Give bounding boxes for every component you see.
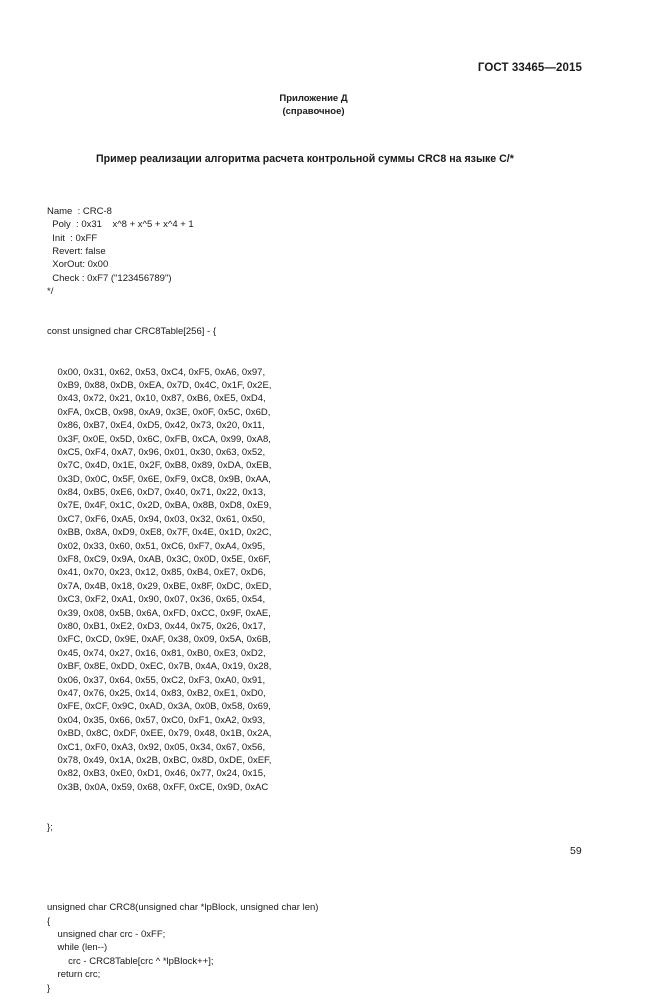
code-listing: [47, 178, 318, 1008]
code-header-block: [47, 205, 318, 299]
table-row: 0x78, 0x49, 0x1A, 0x2B, 0xBC, 0x8D, 0xDE, 0xEF,: [47, 754, 272, 766]
table-row: 0xFA, 0xCB, 0x98, 0xA9, 0x3E, 0x0F, 0x5C, 0x6D,: [47, 406, 271, 418]
table-row: 0x7A, 0x4B, 0x18, 0x29, 0xBE, 0x8F, 0xDC, 0xED,: [47, 580, 272, 592]
table-row: 0xC3, 0xF2, 0xA1, 0x90, 0x07, 0x36, 0x65, 0x54,: [47, 594, 266, 606]
table-row: 0x82, 0xB3, 0xE0, 0xD1, 0x46, 0x77, 0x24, 0x15,: [47, 768, 266, 780]
table-row: 0xC1, 0xF0, 0xA3, 0x92, 0x05, 0x34, 0x67, 0x56,: [47, 741, 266, 753]
table-row: 0x45, 0x74, 0x27, 0x16, 0x81, 0xB0, 0xE3, 0xD2,: [47, 647, 266, 659]
table-row: 0xBF, 0x8E, 0xDD, 0xEC, 0x7B, 0x4A, 0x19, 0x28,: [47, 661, 272, 673]
table-row: 0xBB, 0x8A, 0xD9, 0xE8, 0x7F, 0x4E, 0x1D, 0x2C,: [47, 527, 272, 539]
appendix-subtitle: (справочное): [282, 106, 345, 117]
table-row: 0x02, 0x33, 0x60, 0x51, 0xC6, 0xF7, 0xA4, 0x95,: [47, 540, 266, 552]
table-row: 0x47, 0x76, 0x25, 0x14, 0x83, 0xB2, 0xE1, 0xD0,: [47, 687, 266, 699]
table-row: 0xFE, 0xCF, 0x9C, 0xAD, 0x3A, 0x0B, 0x58, 0x69,: [47, 701, 271, 713]
page-number: 59: [570, 845, 582, 857]
table-row: 0x04, 0x35, 0x66, 0x57, 0xC0, 0xF1, 0xA2, 0x93,: [47, 714, 266, 726]
function-line: unsigned char CRC8(unsigned char *lpBlock, unsigned char len): [47, 902, 319, 914]
function-line: unsigned char crc - 0xFF;: [47, 929, 166, 941]
function-line: {: [47, 915, 51, 927]
function-line: return crc;: [47, 969, 101, 981]
table-row: 0x41, 0x70, 0x23, 0x12, 0x85, 0xB4, 0xE7, 0xD6,: [47, 567, 266, 579]
table-row: 0x39, 0x08, 0x5B, 0x6A, 0xFD, 0xCC, 0x9F, 0xAE,: [47, 607, 271, 619]
table-row: 0x3F, 0x0E, 0x5D, 0x6C, 0xFB, 0xCA, 0x99, 0xA8,: [47, 433, 271, 445]
table-declaration: const unsigned char CRC8Table[256] - {: [47, 326, 216, 338]
table-row: 0xF8, 0xC9, 0x9A, 0xAB, 0x3C, 0x0D, 0x5E, 0x6F,: [47, 554, 271, 566]
table-row: 0x43, 0x72, 0x21, 0x10, 0x87, 0xB6, 0xE5, 0xD4,: [47, 393, 266, 405]
function-line: }: [47, 982, 51, 994]
table-row: 0x3D, 0x0C, 0x5F, 0x6E, 0xF9, 0xC8, 0x9B, 0xAA,: [47, 473, 271, 485]
blank-line: [47, 861, 318, 874]
code-header-line: */: [47, 286, 54, 298]
table-row: 0x3B, 0x0A, 0x59, 0x68, 0xFF, 0xCE, 0x9D, 0xAC: [47, 781, 269, 793]
function-line: while (len--): [47, 942, 108, 954]
table-row: 0x84, 0xB5, 0xE6, 0xD7, 0x40, 0x71, 0x22, 0x13,: [47, 487, 266, 499]
table-row: 0x80, 0xB1, 0xE2, 0xD3, 0x44, 0x75, 0x26, 0x17,: [47, 620, 266, 632]
code-header-line: Init : 0xFF: [47, 232, 98, 244]
table-close: };: [47, 821, 53, 833]
table-row: 0xC5, 0xF4, 0xA7, 0x96, 0x01, 0x30, 0x63, 0x52,: [47, 446, 266, 458]
crc-table-rows: [47, 366, 318, 795]
table-row: 0x86, 0xB7, 0xE4, 0xD5, 0x42, 0x73, 0x20, 0x11,: [47, 420, 265, 432]
table-row: 0x7E, 0x4F, 0x1C, 0x2D, 0xBA, 0x8B, 0xD8, 0xE9,: [47, 500, 272, 512]
appendix-title: Приложение Д: [279, 93, 348, 104]
section-title: Пример реализации алгоритма расчета контрольной суммы CRC8 на языке С/*: [96, 153, 514, 165]
function-line: crc - CRC8Table[crc ^ *lpBlock++];: [47, 955, 214, 967]
function-block: [47, 901, 318, 995]
code-header-line: Name : CRC-8: [47, 205, 112, 217]
table-row: 0xB9, 0x88, 0xDB, 0xEA, 0x7D, 0x4C, 0x1F, 0x2E,: [47, 379, 272, 391]
table-row: 0xC7, 0xF6, 0xA5, 0x94, 0x03, 0x32, 0x61, 0x50,: [47, 513, 266, 525]
table-row: 0xFC, 0xCD, 0x9E, 0xAF, 0x38, 0x09, 0x5A, 0x6B,: [47, 634, 271, 646]
code-header-line: Poly : 0x31 x^8 + x^5 + x^4 + 1: [47, 219, 194, 231]
code-header-line: Revert: false: [47, 245, 106, 257]
table-row: 0x06, 0x37, 0x64, 0x55, 0xC2, 0xF3, 0xA0, 0x91,: [47, 674, 266, 686]
standard-header: ГОСТ 33465—2015: [477, 62, 582, 74]
code-header-line: Check : 0xF7 ("123456789"): [47, 272, 172, 284]
table-row: 0x00, 0x31, 0x62, 0x53, 0xC4, 0xF5, 0xA6, 0x97,: [47, 366, 266, 378]
table-row: 0xBD, 0x8C, 0xDF, 0xEE, 0x79, 0x48, 0x1B, 0x2A,: [47, 728, 272, 740]
code-header-line: XorOut: 0x00: [47, 259, 109, 271]
table-row: 0x7C, 0x4D, 0x1E, 0x2F, 0xB8, 0x89, 0xDA, 0xEB,: [47, 460, 272, 472]
appendix-heading: [0, 92, 627, 118]
